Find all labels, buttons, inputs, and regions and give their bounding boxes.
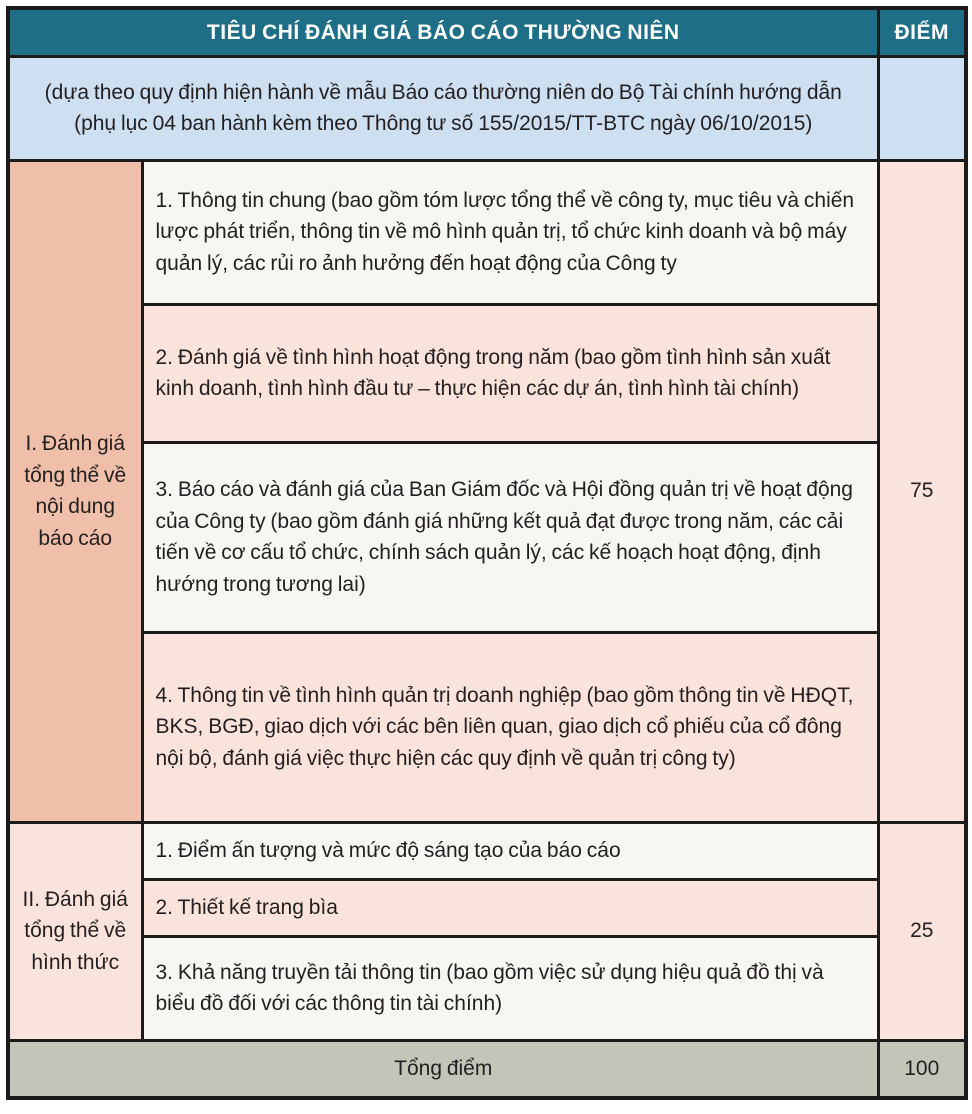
table-total-row [8, 1040, 966, 1098]
category-cell-section-2: II. Đánh giá tổng thể về hình thức [8, 822, 142, 1040]
score-cell-section-2: 25 [878, 822, 966, 1040]
subtitle-cell: (dựa theo quy định hiện hành về mẫu Báo cáo thường niên do Bộ Tài chính hướng dẫn (phụ lục 04 ban hành kèm theo Thông tư số 155/2015/TT-BTC ngày 06/10/2015) [8, 56, 878, 160]
table-header-row [8, 8, 966, 56]
table-row [8, 442, 966, 632]
category-cell-section-1: I. Đánh giá tổng thể về nội dung báo cáo [8, 160, 142, 822]
score-cell-section-1: 75 [878, 160, 966, 822]
table-row [8, 879, 966, 936]
criterion-cell-1-1: 1. Thông tin chung (bao gồm tóm lược tổng thể về công ty, mục tiêu và chiến lược phát triển, thông tin về mô hình quản trị, tổ chức kinh doanh và bộ máy quản lý, các rủi ro ảnh hưởng đến hoạt động của Công ty [142, 160, 878, 304]
criterion-cell-2-3: 3. Khả năng truyền tải thông tin (bao gồm việc sử dụng hiệu quả đồ thị và biểu đồ đối với các thông tin tài chính) [142, 936, 878, 1040]
table-row [8, 822, 966, 879]
score-column-header: ĐIỂM [878, 8, 966, 56]
subtitle-score-cell [878, 56, 966, 160]
table-row [8, 632, 966, 822]
table-row [8, 936, 966, 1040]
annual-report-criteria-table [6, 6, 968, 1100]
table-row [8, 160, 966, 304]
criterion-cell-1-3: 3. Báo cáo và đánh giá của Ban Giám đốc và Hội đồng quản trị về hoạt động của Công ty (bao gồm đánh giá những kết quả đạt được trong năm, các cải tiến về cơ cấu tổ chức, chính sách quản lý, các kế hoạch hoạt động, định hướng trong tương lai) [142, 442, 878, 632]
total-label-cell: Tổng điểm [8, 1040, 878, 1098]
criterion-cell-1-4: 4. Thông tin về tình hình quản trị doanh nghiệp (bao gồm thông tin về HĐQT, BKS, BGĐ, giao dịch với các bên liên quan, giao dịch cổ phiếu của cổ đông nội bộ, đánh giá việc thực hiện các quy định về quản trị công ty) [142, 632, 878, 822]
criterion-cell-2-1: 1. Điểm ấn tượng và mức độ sáng tạo của báo cáo [142, 822, 878, 879]
criterion-cell-1-2: 2. Đánh giá về tình hình hoạt động trong năm (bao gồm tình hình sản xuất kinh doanh, tình hình đầu tư – thực hiện các dự án, tình hình tài chính) [142, 304, 878, 442]
table-row [8, 304, 966, 442]
criterion-cell-2-2: 2. Thiết kế trang bìa [142, 879, 878, 936]
total-score-cell: 100 [878, 1040, 966, 1098]
table-subtitle-row [8, 56, 966, 160]
table-title: TIÊU CHÍ ĐÁNH GIÁ BÁO CÁO THƯỜNG NIÊN [8, 8, 878, 56]
